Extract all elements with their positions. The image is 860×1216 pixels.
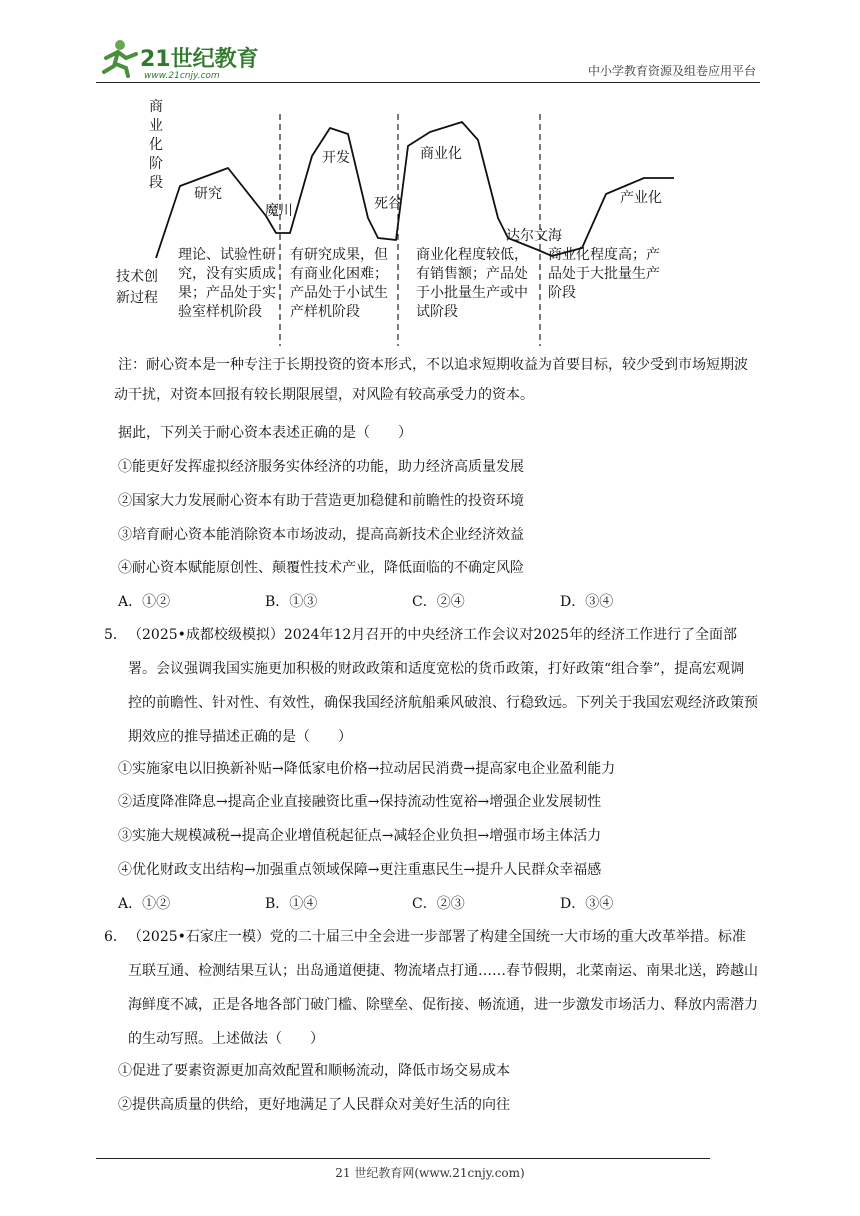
site-logo: [96, 36, 266, 80]
q4-choice-a[interactable]: A．①②: [118, 594, 171, 610]
stage-label-commercialization: 商业化: [420, 146, 462, 162]
footer-divider: [96, 1158, 710, 1159]
stage-label-industrialization: 产业化: [620, 190, 662, 206]
q4-option-1: ①能更好发挥虚拟经济服务实体经济的功能，助力经济高质量发展: [118, 459, 524, 475]
q5-option-1: ①实施家电以旧换新补贴→降低家电价格→拉动居民消费→提高家电企业盈利能力: [118, 761, 616, 777]
logo-url: www.21cnjy.com: [144, 71, 220, 80]
q6-stem: （2025•石家庄一模）党的二十届三中全会进一步部署了构建全国统一大市场的重大改革举措。标准互联互通、检测结果互认；出岛通道便捷、物流堵点打通……春节假期，北菜南运、南果北送，跨越山海鲜度不减，正是各地各部门破门槛、除壁垒、促衔接、畅流通，进一步激发市场活力、释放内需潜力的生动写照。上述做法（ ）: [128, 929, 758, 1047]
stage-label-research: 研究: [194, 186, 222, 202]
x-axis-label: 技术创新过程: [116, 269, 158, 306]
q5-option-2: ②适度降准降息→提高企业直接融资比重→保持流动性宽裕→增强企业发展韧性: [118, 794, 602, 810]
stage-label-development: 开发: [322, 150, 350, 166]
stage-curve: [156, 122, 674, 258]
stage-description-3: 商业化程度较低，有销售额；产品处于小批量生产或中试阶段: [416, 247, 528, 320]
stage-label-magic-river: 魔川: [265, 203, 293, 219]
stage-description-4: 商业化程度高；产品处于大批量生产阶段: [548, 247, 660, 301]
header-divider: [96, 82, 760, 83]
q6-number: 6．: [104, 929, 127, 945]
stage-description-2: 有研究成果，但有商业化困难；产品处于小试生产样机阶段: [290, 247, 388, 320]
stage-description-1: 理论、试验性研究，没有实质成果；产品处于实验室样机阶段: [178, 247, 276, 320]
q4-prompt: 据此，下列关于耐心资本表述正确的是（ ）: [118, 425, 412, 441]
q6-option-1: ①促进了要素资源更加高效配置和顺畅流动，降低市场交易成本: [118, 1063, 510, 1079]
q4-option-2: ②国家大力发展耐心资本有助于营造更加稳健和前瞻性的投资环境: [118, 493, 524, 509]
y-axis-label: 商业化阶段: [149, 99, 163, 191]
q5-choice-d[interactable]: D．③④: [560, 896, 614, 912]
q4-option-4: ④耐心资本赋能原创性、颠覆性技术产业，降低面临的不确定风险: [118, 560, 524, 576]
patient-capital-note: 注：耐心资本是一种专注于长期投资的资本形式，不以追求短期收益为首要目标，较少受到市场短期波动干扰，对资本回报有较长期限展望，对风险有较高承受力的资本。: [114, 357, 748, 403]
q5-choice-a[interactable]: A．①②: [118, 896, 171, 912]
q5-stem: （2025•成都校级模拟）2024年12月召开的中央经济工作会议对2025年的经济工作进行了全面部署。会议强调我国实施更加积极的财政政策和适度宽松的货币政策，打好政策“组合拳”，提高宏观调控的前瞻性、针对性、有效性，确保我国经济航船乘风破浪、行稳致远。下列关于我国宏观经济政策预期效应的推导描述正确的是（ ）: [128, 627, 758, 745]
q5-choice-b[interactable]: B．①④: [265, 896, 318, 912]
commercialization-diagram: [112, 88, 692, 350]
q5-option-4: ④优化财政支出结构→加强重点领域保障→更注重惠民生→提升人民群众幸福感: [118, 862, 602, 878]
logo-text: 21世纪教育: [140, 47, 259, 72]
q5-number: 5．: [104, 627, 127, 643]
q6-option-2: ②提供高质量的供给，更好地满足了人民群众对美好生活的向往: [118, 1097, 510, 1113]
footer-text: 21 世纪教育网(www.21cnjy.com): [335, 1166, 525, 1180]
q4-option-3: ③培育耐心资本能消除资本市场波动，提高高新技术企业经济效益: [118, 527, 524, 543]
q5-option-3: ③实施大规模减税→提高企业增值税起征点→减轻企业负担→增强市场主体活力: [118, 828, 602, 844]
q4-choice-b[interactable]: B．①③: [265, 594, 318, 610]
q4-choice-d[interactable]: D．③④: [560, 594, 614, 610]
header-platform-text: 中小学教育资源及组卷应用平台: [587, 64, 756, 78]
runner-logo-icon: [96, 36, 266, 80]
stage-label-death-valley: 死谷: [374, 196, 402, 212]
q4-choice-c[interactable]: C．②④: [412, 594, 465, 610]
stage-label-darwin-sea: 达尔文海: [506, 228, 562, 244]
q5-choice-c[interactable]: C．②③: [412, 896, 465, 912]
